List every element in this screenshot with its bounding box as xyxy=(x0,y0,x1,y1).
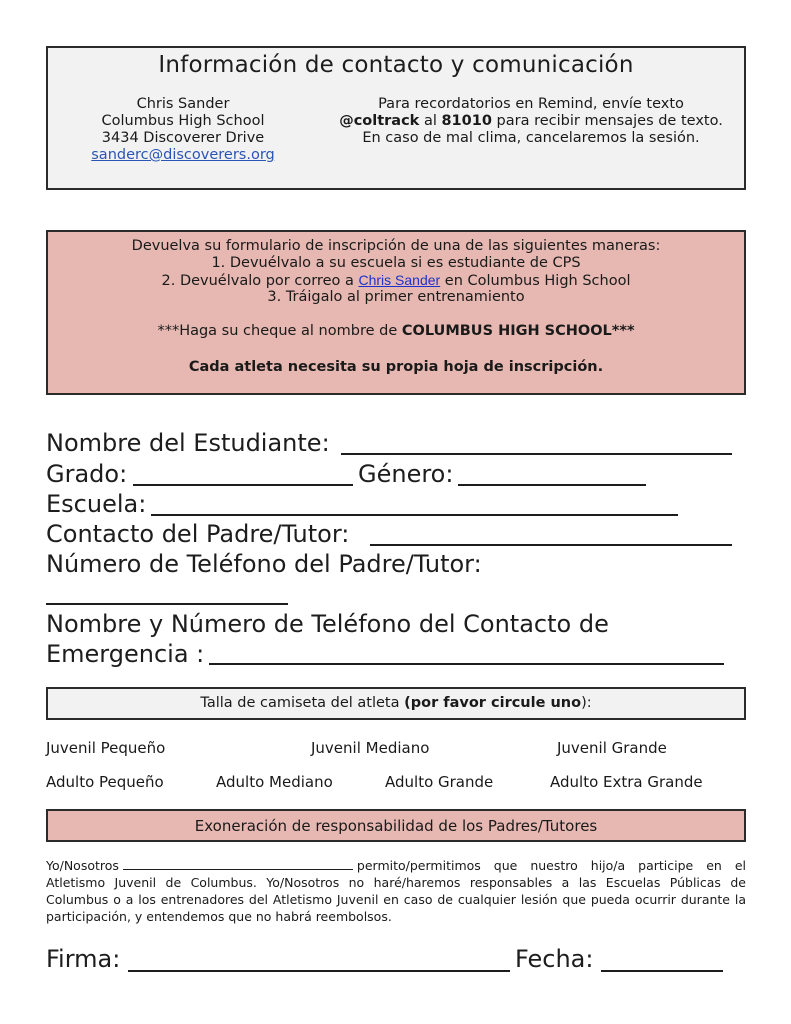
remind-info-block xyxy=(316,96,746,147)
size-option-adult-medium[interactable]: Adulto Mediano xyxy=(216,773,333,791)
contact-name: Chris Sander xyxy=(136,96,230,112)
parent-phone-line[interactable] xyxy=(46,603,288,605)
emergency-label-line1: Nombre y Número de Teléfono del Contacto de xyxy=(46,610,609,638)
waiver-body: permito/permitimos que nuestro hijo/a participe en el Atletismo Juvenil de Columbus. Yo/Nosotros no haré/haremos responsables a las Escuelas Públicas de Columbus o a los entrenadores del Atletismo Juvenil en caso de cualquier lesión que pueda ocurrir durante la participación, y entendemos que no habrá reembolsos. xyxy=(46,858,746,924)
parent-contact-line[interactable] xyxy=(370,544,732,546)
contact-info-box xyxy=(46,46,746,190)
shirt-size-label xyxy=(48,695,744,711)
emergency-label-line2: Emergencia : xyxy=(46,640,205,668)
remind-rest: para recibir mensajes de texto. xyxy=(496,113,723,129)
remind-line2 xyxy=(316,113,746,130)
shirt-label-prefix: Talla de camiseta del atleta xyxy=(200,695,400,711)
contact-address-block xyxy=(68,96,298,164)
return-form-box xyxy=(46,230,746,395)
remind-number: 81010 xyxy=(441,113,492,129)
size-option-adult-xl[interactable]: Adulto Extra Grande xyxy=(550,773,703,791)
student-name-line[interactable] xyxy=(341,453,732,455)
contact-school: Columbus High School xyxy=(101,113,265,129)
shirt-label-instruction: (por favor circule uno xyxy=(404,695,582,711)
return-option-2 xyxy=(48,272,744,289)
contact-address: 3434 Discoverer Drive xyxy=(101,130,265,146)
waiver-prefix: Yo/Nosotros xyxy=(46,858,119,873)
school-label: Escuela: xyxy=(46,490,147,518)
contact-title: Información de contacto y comunicación xyxy=(158,52,634,78)
grade-label: Grado: xyxy=(46,460,128,488)
size-option-youth-small[interactable]: Juvenil Pequeño xyxy=(46,739,166,757)
waiver-title: Exoneración de responsabilidad de los Padres/Tutores xyxy=(194,817,598,835)
return-option-3: 3. Tráigalo al primer entrenamiento xyxy=(267,289,525,305)
size-option-youth-large[interactable]: Juvenil Grande xyxy=(557,739,667,757)
return-option-1: 1. Devuélvalo a su escuela si es estudiante de CPS xyxy=(211,255,581,271)
signature-line[interactable] xyxy=(128,970,510,972)
check-prefix: ***Haga su cheque al nombre de xyxy=(157,323,398,339)
student-name-label: Nombre del Estudiante: xyxy=(46,429,330,457)
waiver-text xyxy=(46,857,746,925)
return-option-2-suffix: en Columbus High School xyxy=(444,273,631,289)
check-name: COLUMBUS HIGH SCHOOL*** xyxy=(401,323,635,339)
size-option-adult-large[interactable]: Adulto Grande xyxy=(385,773,494,791)
shirt-label-suffix: ): xyxy=(581,695,592,711)
return-intro: Devuelva su formulario de inscripción de una de las siguientes maneras: xyxy=(131,238,661,254)
weather-note: En caso de mal clima, cancelaremos la sesión. xyxy=(362,130,700,146)
check-note xyxy=(48,323,744,339)
school-line[interactable] xyxy=(151,514,678,516)
waiver-name-line[interactable] xyxy=(123,858,353,870)
emergency-line[interactable] xyxy=(209,663,724,665)
waiver-box xyxy=(46,809,746,842)
remind-code: @coltrack xyxy=(339,113,420,129)
signature-label: Firma: xyxy=(46,945,121,973)
chris-sander-link[interactable]: Chris Sander xyxy=(358,272,441,288)
remind-line1: Para recordatorios en Remind, envíe texto xyxy=(378,96,684,112)
remind-al: al xyxy=(423,113,437,129)
date-line[interactable] xyxy=(601,970,723,972)
grade-line[interactable] xyxy=(133,484,353,486)
shirt-size-box xyxy=(46,687,746,720)
size-option-youth-medium[interactable]: Juvenil Mediano xyxy=(311,739,430,757)
contact-email-link[interactable]: sanderc@discoverers.org xyxy=(91,147,275,163)
gender-label: Género: xyxy=(358,460,454,488)
date-label: Fecha: xyxy=(515,945,594,973)
parent-phone-label: Número de Teléfono del Padre/Tutor: xyxy=(46,550,482,578)
return-option-2-prefix: 2. Devuélvalo por correo a xyxy=(161,273,354,289)
each-athlete-note: Cada atleta necesita su propia hoja de inscripción. xyxy=(188,359,604,375)
parent-contact-label: Contacto del Padre/Tutor: xyxy=(46,520,350,548)
size-option-adult-small[interactable]: Adulto Pequeño xyxy=(46,773,164,791)
gender-line[interactable] xyxy=(458,484,646,486)
